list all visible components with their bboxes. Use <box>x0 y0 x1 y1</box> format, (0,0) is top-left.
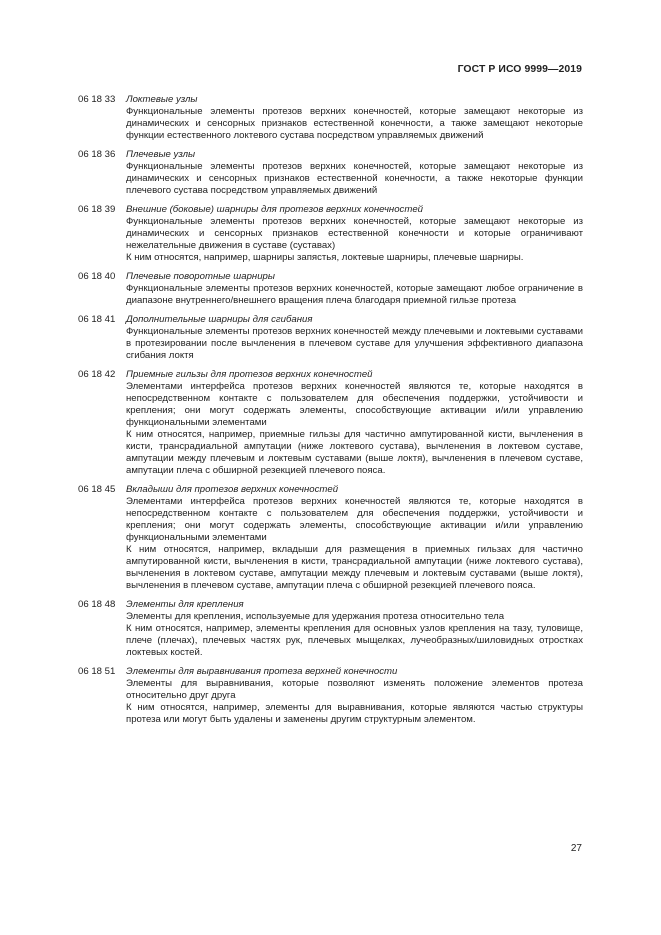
entry-term: Приемные гильзы для протезов верхних конечностей <box>126 369 373 380</box>
entry-examples: К ним относятся, например, вкладыши для размещения в приемных гильзах для частично ампутированной кисти, вычленения в кисти, трансрадиальной ампутации (ниже локтевого сустава), вычленения в локтевом суставе, ампутации между плечевым и локтевым суставами (выше локтя), вычленения в плечевом суставе, ампутации плеча с обширной резекцией плечевого пояса. <box>126 544 583 591</box>
page-number: 27 <box>570 843 582 854</box>
classification-entry <box>78 484 583 592</box>
entry-body <box>126 484 583 592</box>
entry-term: Плечевые узлы <box>126 149 196 160</box>
entry-description: Функциональные элементы протезов верхних конечностей между плечевыми и локтевыми суставами в протезировании после вычленения в плечевом суставе для улучшения эффективного диапазона сгибания локтя <box>126 326 583 361</box>
entry-body <box>126 666 583 726</box>
entry-description: Функциональные элементы протезов верхних конечностей, которые замещают некоторые из динамических и сенсорных признаков естественной конечности, а также замещают некоторые функции естественного локтевого сустава посредством управляемых движений <box>126 106 583 141</box>
classification-entry <box>78 149 583 197</box>
classification-code: 06 18 41 <box>78 314 116 325</box>
entry-term: Локтевые узлы <box>126 94 198 105</box>
entry-description: Функциональные элементы протезов верхних конечностей, которые замещают некоторые из динамических и сенсорных признаков естественной конечности и которые ограничивают нежелательные движения в суставе (суставах) <box>126 216 583 251</box>
entry-examples: К ним относятся, например, приемные гильзы для частично ампутированной кисти, вычленения в кисти, трансрадиальной ампутации (ниже локтевого сустава), вычленения в локтевом суставе, ампутации между плечевым и локтевым суставами (выше локтя), вычленения в плечевом суставе, ампутации плеча с обширной резекцией плечевого пояса. <box>126 429 583 476</box>
classification-code: 06 18 51 <box>78 666 116 677</box>
classification-entry <box>78 369 583 477</box>
classification-code: 06 18 33 <box>78 94 116 105</box>
entry-body <box>126 314 583 362</box>
entry-body <box>126 271 583 307</box>
entry-examples: К ним относятся, например, шарниры запястья, локтевые шарниры, плечевые шарниры. <box>126 252 524 263</box>
classification-entry <box>78 599 583 659</box>
entry-description: Элементы для крепления, используемые для удержания протеза относительно тела <box>126 611 505 622</box>
entry-body <box>126 599 583 659</box>
entry-body <box>126 204 583 264</box>
entry-body <box>126 149 583 197</box>
page-header-standard: ГОСТ Р ИСО 9999—2019 <box>457 64 582 75</box>
entry-description: Элементами интерфейса протезов верхних конечностей являются те, которые находятся в непосредственном контакте с пользователем для обеспечения поддержки, устойчивости и крепления; они могут содержать элементы, способствующие активации и/или управлению функциональными элементами <box>126 381 583 428</box>
entry-examples: К ним относятся, например, элементы для выравнивания, которые являются частью структуры протеза или могут быть удалены и заменены другим структурным элементом. <box>126 702 583 725</box>
classification-code: 06 18 42 <box>78 369 116 380</box>
entry-term: Плечевые поворотные шарниры <box>126 271 275 282</box>
classification-code: 06 18 39 <box>78 204 116 215</box>
classification-entry <box>78 314 583 362</box>
entry-body <box>126 94 583 142</box>
classification-entry <box>78 94 583 142</box>
classification-entry <box>78 271 583 307</box>
classification-code: 06 18 36 <box>78 149 116 160</box>
classification-code: 06 18 40 <box>78 271 116 282</box>
document-body <box>78 94 583 733</box>
entry-term: Внешние (боковые) шарниры для протезов верхних конечностей <box>126 204 423 215</box>
entry-description: Элементами интерфейса протезов верхних конечностей являются те, которые находятся в непосредственном контакте с пользователем для обеспечения поддержки, устойчивости и крепления; они могут содержать элементы, способствующие активации и/или управлению функциональными элементами <box>126 496 583 543</box>
classification-entry <box>78 666 583 726</box>
entry-body <box>126 369 583 477</box>
entry-term: Элементы для выравнивания протеза верхней конечности <box>126 666 398 677</box>
classification-code: 06 18 48 <box>78 599 116 610</box>
entry-term: Дополнительные шарниры для сгибания <box>126 314 313 325</box>
entry-examples: К ним относятся, например, элементы крепления для основных узлов крепления на тазу, туловище, плече (плечах), плечевых частях рук, плечевых мыщелках, лучеобразных/шиловидных отростках локтевых костей. <box>126 623 583 658</box>
entry-term: Элементы для крепления <box>126 599 244 610</box>
entry-description: Функциональные элементы протезов верхних конечностей, которые замещают любое ограничение в диапазоне внутреннего/внешнего вращения плеча благодаря приемной гильзе протеза <box>126 283 583 306</box>
classification-code: 06 18 45 <box>78 484 116 495</box>
entry-description: Функциональные элементы протезов верхних конечностей, которые замещают некоторые из динамических и сенсорных признаков естественной конечности, а также некоторые функции плечевого сустава посредством управляемых движений <box>126 161 583 196</box>
classification-entry <box>78 204 583 264</box>
entry-term: Вкладыши для протезов верхних конечностей <box>126 484 339 495</box>
entry-description: Элементы для выравнивания, которые позволяют изменять положение элементов протеза относительно друг друга <box>126 678 583 701</box>
